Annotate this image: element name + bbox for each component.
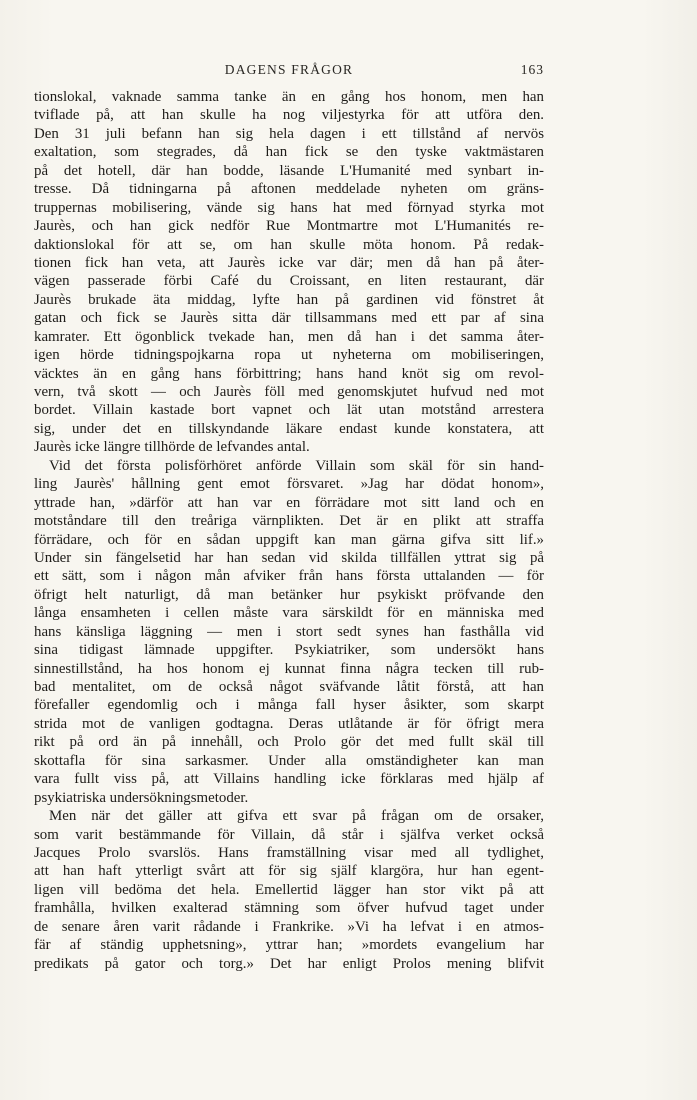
text-line: skottafla för sina sarkasmer. Under alla omständigheter kan man xyxy=(34,752,544,769)
text-line: väcktes än en gång hans förbittring; hans hand knöt sig om revol- xyxy=(34,365,544,382)
text-line: vara fullt viss på, att Villains handling icke förklaras med hjälp af xyxy=(34,771,544,788)
text-line: fär af ständig upphetsning», yttrar han; »mordets evangelium har xyxy=(34,937,544,954)
text-line: sig, under det en tillskyndande läkare endast kunde konstatera, att xyxy=(34,420,544,437)
text-line: sinnestillstånd, ha hos honom ej kunnat finna några tecken till rub- xyxy=(34,660,544,677)
text-line: tionen fick han veta, att Jaurès icke var där; men då han på åter- xyxy=(34,254,544,271)
text-line: vägen passerade förbi Café du Croissant, en liten restaurant, där xyxy=(34,273,544,290)
text-line: vern, två skott — och Jaurès föll med genomskjutet hufvud ned mot xyxy=(34,384,544,400)
text-line: tresse. Då tidningarna på aftonen meddelade nyheten om gräns- xyxy=(34,181,544,198)
text-line: Jaurès brukade äta middag, lyfte han på gardinen vid fönstret åt xyxy=(34,291,544,308)
text-line: predikats på gator och torg.» Det har enligt Prolos mening blifvit xyxy=(34,955,544,972)
running-head: DAGENS FRÅGOR xyxy=(224,62,354,77)
text-line: tviflade på, att han skulle ha nog viljestyrka för att utföra den. xyxy=(34,107,544,124)
body-text xyxy=(34,88,544,973)
text-line: gatan och fick se Jaurès sitta där tillsammans med ett par af sina xyxy=(34,310,544,327)
text-line: daktionslokal för att se, om han skulle möta honom. På redak- xyxy=(34,236,544,253)
text-line: förefaller egendomlig och i många fall hyser åsikter, som skarpt xyxy=(34,697,544,714)
text-line: Vid det första polisförhöret anförde Villain som skäl för sin hand- xyxy=(49,457,544,474)
text-line: bordet. Villain kastade bort vapnet och lät utan motstånd arrestera xyxy=(34,402,544,419)
text-line: yttrade han, »därför att han var en förrädare mot sitt land och en xyxy=(34,494,544,511)
text-line: Jacques Prolo svarslös. Hans framställning visar med all tydlighet, xyxy=(34,844,544,861)
text-line: förrädare, och för en sådan uppgift kan man gärna gifva sitt lif.» xyxy=(34,531,544,548)
text-line: Under sin fängelsetid har han sedan vid skilda tillfällen yttrat sig på xyxy=(34,549,544,566)
text-line: framhålla, hvilken exalterad stämning som öfver hufvud taget under xyxy=(34,900,544,917)
text-line: att han haft ytterligt svårt att för sig själf klargöra, hur han egent- xyxy=(34,863,544,880)
page-number: 163 xyxy=(520,62,544,77)
text-line: långa ensamheten i cellen måste vara särskildt för en människa med xyxy=(34,605,544,622)
text-line: ling Jaurès' hållning gent emot försvaret. »Jag har dödat honom», xyxy=(34,476,544,493)
text-line: bad mentalitet, om de också något sväfvande låtit förstå, att han xyxy=(34,679,544,695)
text-line: igen hörde tidningspojkarna ropa ut nyheterna om mobiliseringen, xyxy=(34,347,544,364)
text-line: strida mot de vanligen godtagna. Deras utlåtande är för öfrigt mera xyxy=(34,715,544,732)
text-line: de senare åren varit rådande i Frankrike. »Vi ha lefvat i en atmos- xyxy=(34,918,544,935)
text-line: kamrater. Ett ögonblick tvekade han, men då han i det samma åter- xyxy=(34,328,544,345)
text-line: Jaurès, och han gick nedför Rue Montmartre mot L'Humanités re- xyxy=(34,218,544,235)
text-line: rikt på ord än på innehåll, och Prolo gör det med fullt skäl till xyxy=(34,734,544,751)
text-line: exaltation, som stegrades, då han fick se den tyske vaktmästaren xyxy=(34,144,544,161)
text-line: som varit bestämmande för Villain, då står i själfva verket också xyxy=(34,826,544,843)
text-line: truppernas mobilisering, vände sig hans hat med förnyad styrka mot xyxy=(34,199,544,216)
text-line: Den 31 juli befann han sig hela dagen i ett tillstånd af nervös xyxy=(34,125,544,142)
text-line: öfrigt helt naturligt, då man betänker hur psykiskt pröfvande den xyxy=(34,586,544,603)
text-line: Men när det gäller att gifva ett svar på frågan om de orsaker, xyxy=(49,808,544,825)
text-line: ligen vill bedöma det hela. Emellertid lägger han stor vikt på att xyxy=(34,881,544,898)
text-line: Jaurès icke längre tillhörde de lefvandes antal. xyxy=(34,439,310,456)
text-line: på det hotell, där han bodde, läsande L'Humanité med synbart in- xyxy=(34,162,544,179)
text-line: psykiatriska undersökningsmetoder. xyxy=(34,789,249,806)
text-line: ett sätt, som i någon mån afviker från hans första uttalanden — för xyxy=(34,568,544,585)
page-header xyxy=(34,62,544,82)
text-line: motståndare till den treåriga värnplikten. Det är en plikt att straffa xyxy=(34,513,544,530)
text-line: hans känsliga läggning — men i stort sedt synes han fasthålla vid xyxy=(34,623,544,640)
text-line: tionslokal, vaknade samma tanke än en gång hos honom, men han xyxy=(34,89,544,105)
text-line: sina tidigast lämnade uppgifter. Psykiatriker, som undersökt hans xyxy=(34,642,544,659)
